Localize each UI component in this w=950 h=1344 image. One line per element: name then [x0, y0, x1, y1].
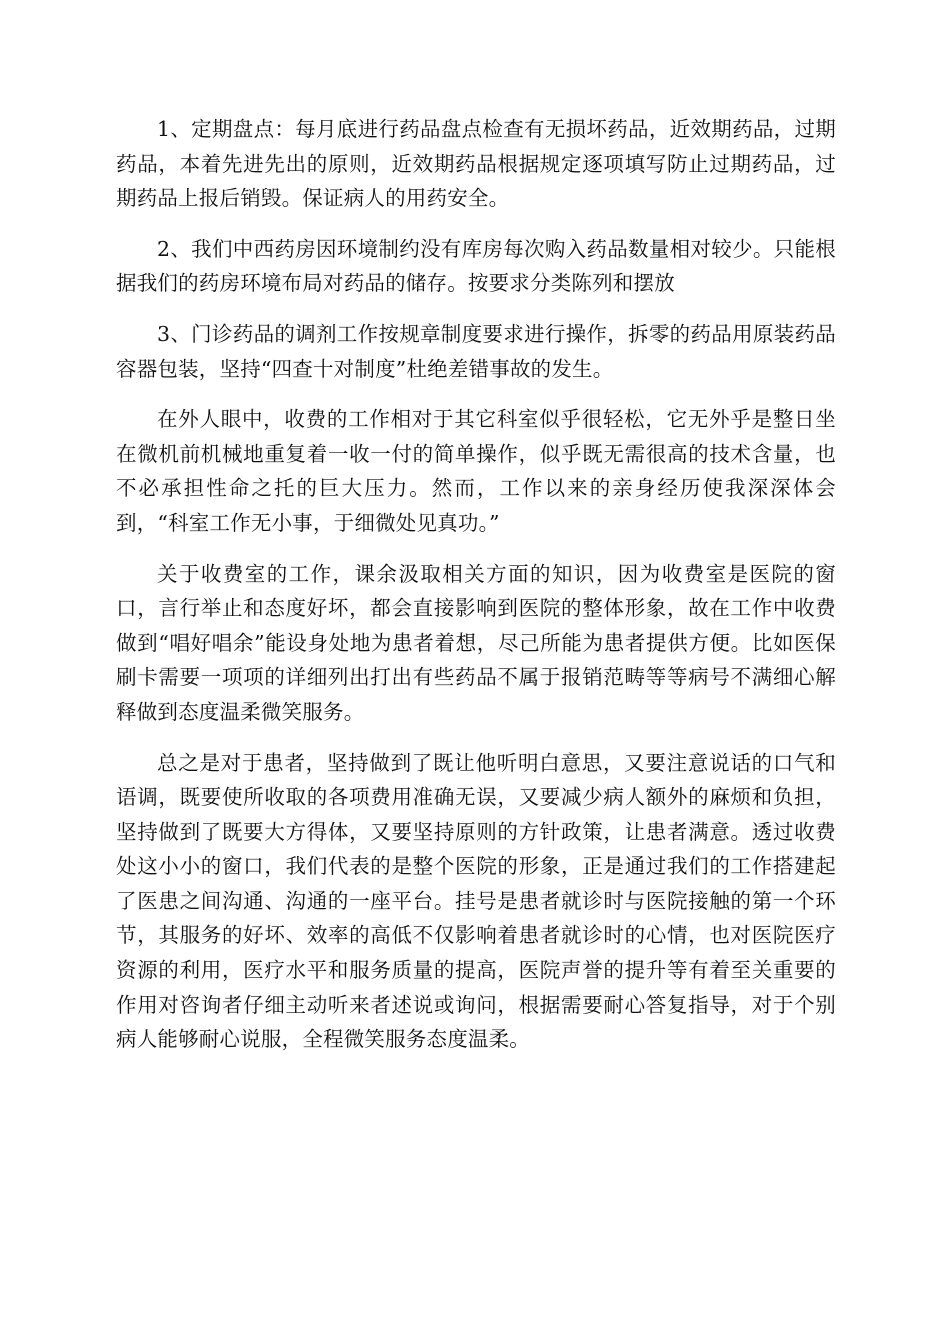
paragraph-regular-inventory: 1、定期盘点：每月底进行药品盘点检查有无损坏药品，近效期药品，过期药品，本着先进先出的原则，近效期药品根据规定逐项填写防止过期药品，过期药品上报后销毁。保证病人的用药安全。 [116, 117, 836, 211]
document-body [116, 112, 836, 1073]
paragraph-patient-service: 总之是对于患者，坚持做到了既让他听明白意思，又要注意说话的口气和语调，既要使所收取的各项费用准确无误，又要减少病人额外的麻烦和负担，坚持做到了既要大方得体，又要坚持原则的方针政策，让患者满意。透过收费处这小小的窗口，我们代表的是整个医院的形象，正是通过我们的工作搭建起了医患之间沟通、沟通的一座平台。挂号是患者就诊时与医院接触的第一个环节，其服务的好坏、效率的高低不仅影响着患者就诊时的心情，也对医院医疗资源的利用，医疗水平和服务质量的提高，医院声誉的提升等有着至关重要的作用对咨询者仔细主动听来者述说或询问，根据需要耐心答复指导，对于个别病人能够耐心说服，全程微笑服务态度温柔。 [116, 750, 836, 1052]
paragraph-cashier-office: 关于收费室的工作，课余汲取相关方面的知识，因为收费室是医院的窗口，言行举止和态度好坏，都会直接影响到医院的整体形象，故在工作中收费做到“唱好唱余”能设身处地为患者着想，尽己所能为患者提供方便。比如医保刷卡需要一项项的详细列出打出有些药品不属于报销范畴等等病号不满细心解释做到态度温柔微笑服务。 [116, 561, 836, 724]
paragraph-dispensing-rules: 3、门诊药品的调剂工作按规章制度要求进行操作，拆零的药品用原装药品容器包装，坚持“四查十对制度”杜绝差错事故的发生。 [116, 321, 836, 381]
paragraph-pharmacy-storage: 2、我们中西药房因环境制约没有库房每次购入药品数量相对较少。只能根据我们的药房环境布局对药品的储存。按要求分类陈列和摆放 [116, 236, 836, 296]
paragraph-cashier-work-view: 在外人眼中，收费的工作相对于其它科室似乎很轻松，它无外乎是整日坐在微机前机械地重复着一收一付的简单操作，似乎既无需很高的技术含量，也不必承担性命之托的巨大压力。然而，工作以来的亲身经历使我深深体会到，“科室工作无小事，于细微处见真功。” [116, 407, 836, 535]
